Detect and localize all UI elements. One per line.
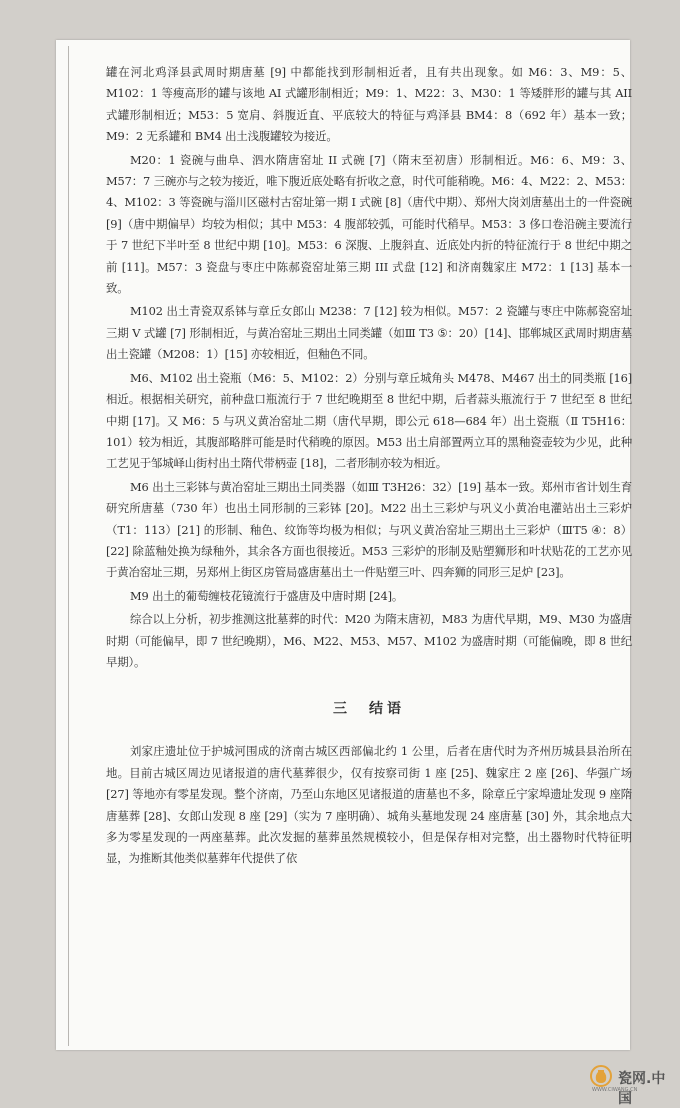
- section-heading: 三 结语: [333, 701, 405, 718]
- paragraph-bowls: M20：1 瓷碗与曲阜、泗水隋唐窑址 II 式碗 [7]（隋末至初唐）形制相近。M6：6、M9：3、M57：7 三碗亦与之较为接近，唯下腹近底处略有折收之意，时代可能稍晚。M6：4、M22：2、M53：4、M102：3 等瓷碗与淄川区磁村古窑址第一期 I 式碗 [8]（唐代中期）、郑州大岗刘唐墓出土的一件瓷碗 [9]（唐中期偏早）均较为相似；其中 M53：4 腹部较弧，可能时代稍早。M53：3 侈口卷沿碗主要流行于 7 世纪下半叶至 8 世纪中期 [10]。M53：6 深腹、上腹斜直、近底处内折的特征流行于 8 世纪中期之前 [11]。M57：3 瓷盘与枣庄中陈郝瓷窑址第三期 III 式盘 [12] 和济南魏家庄 M72：1 [13] 基本一致。: [106, 152, 632, 296]
- paragraph-conclusion: 刘家庄遗址位于护城河围成的济南古城区西部偏北约 1 公里，后者在唐代时为齐州历城县县治所在地。目前古城区周边见诸报道的唐代墓葬很少，仅有按察司街 1 座 [25]、魏家庄 2 座 [26]、华强广场 [27] 等地亦有零星发现。整个济南，乃至山东地区见诸报道的唐墓也不多，除章丘宁家埠遗址发现 9 座隋唐墓葬 [28]、女郎山发现 8 座 [29]（实为 7 座明确）、城角头墓地发现 24 座唐墓 [30] 外，其余地点大多为零星发现的一两座墓葬。此次发掘的墓葬虽然规模较小，但是保存相对完整，出土器物时代特征明显，为推断其他类似墓葬年代提供了依: [106, 744, 632, 866]
- logo-text: 瓷网.中国: [618, 1071, 666, 1107]
- vase-logo-icon: [590, 1065, 612, 1087]
- paragraph-mirror: M9 出土的葡萄缠枝花镜流行于盛唐及中唐时期 [24]。: [130, 588, 404, 603]
- paragraph-vases: M6、M102 出土瓷瓶（M6：5、M102：2）分别与章丘城角头 M478、M467 出土的同类瓶 [16] 相近。根据相关研究，前种盘口瓶流行于 7 世纪晚期至 8 世纪中期，后者蒜头瓶流行于 7 世纪至 8 世纪中期 [17]。又 M6：5 与巩义黄冶窑址二期（唐代早期，即公元 618—684 年）出土瓷瓶（Ⅱ T5H16：101）较为相近，其腹部略胖可能是时代稍晚的原因。M53 出土肩部置两立耳的黑釉瓷壶较为少见，此种工艺见于邹城峄山街村出土隋代带柄壶 [18]，二者形制亦较为相近。: [106, 370, 632, 471]
- paragraph-celadon: M102 出土青瓷双系钵与章丘女郎山 M238：7 [12] 较为相似。M57：2 瓷罐与枣庄中陈郝瓷窑址三期 V 式罐 [7] 形制相近，与黄冶窑址三期出土同类罐（如Ⅲ T3 ⑤：20）[14]、邯郸城区武周时期唐墓出土瓷罐（M208：1）[15] 亦较相近，但釉色不同。: [106, 304, 632, 362]
- paragraph-jars: 罐在河北鸡泽县武周时期唐墓 [9] 中都能找到形制相近者，且有共出现象。如 M6：3、M9：5、M102：1 等瘦高形的罐与该地 AI 式罐形制相近；M9：1、M22：3、M30：1 等矮胖形的罐与其 AII 式罐形制相近；M53：5 宽肩、斜腹近直、平底较大的特征与鸡泽县 BM4：8（692 年）基本一致；M9：2 无系罐和 BM4 出土浅腹罐较为接近。: [106, 65, 632, 144]
- logo-subtext: WWW.CIWANG.CN: [592, 1087, 638, 1093]
- article-body: [106, 62, 632, 870]
- paragraph-sancai: M6 出土三彩钵与黄冶窑址三期出土同类器（如Ⅲ T3H26：32）[19] 基本一致。郑州市省计划生育研究所唐墓（730 年）也出土同形制的三彩钵 [20]。M22 出土三彩炉与巩义小黄冶电灌站出土三彩炉（T1：113）[21] 的形制、釉色、纹饰等均极为相似；与巩义黄冶窑址三期出土三彩炉（ⅢT5 ④：8）[22] 除蓝釉处换为绿釉外，其余各方面也很接近。M53 三彩炉的形制及贴塑狮形和叶状贴花的工艺亦见于黄冶窑址三期，另郑州上街区房管局盛唐墓出土一件贴塑三叶、四奔狮的同形三足炉 [23]。: [106, 479, 632, 580]
- paragraph-dating-summary: 综合以上分析，初步推测这批墓葬的时代：M20 为隋末唐初，M83 为唐代早期，M9、M30 为盛唐时期（可能偏早，即 7 世纪晚期），M6、M22、M53、M57、M102 为盛唐时期（可能偏晚，即 8 世纪早期）。: [106, 612, 632, 669]
- site-logo[interactable]: [590, 1062, 676, 1107]
